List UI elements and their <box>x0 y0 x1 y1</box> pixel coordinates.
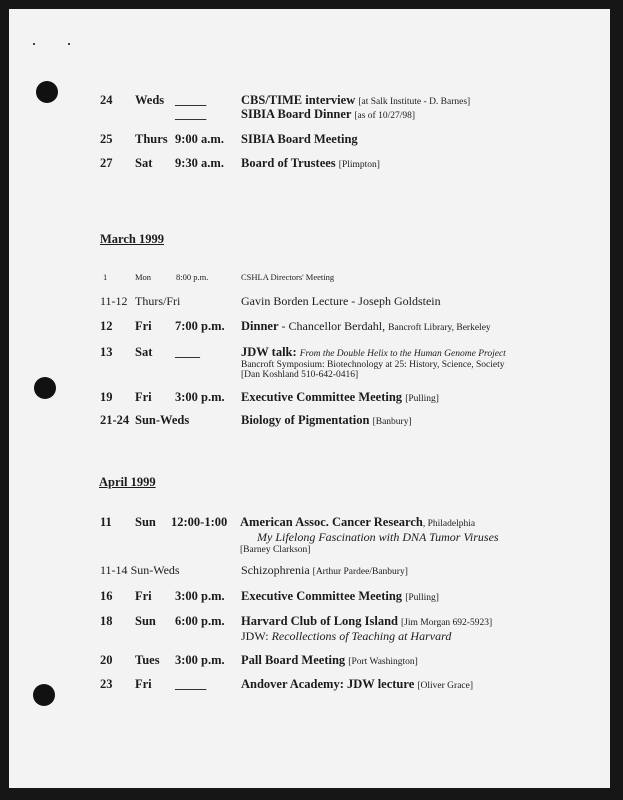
event-row: 27 Sat 9:30 a.m. Board of Trustees [Plimpton] <box>100 156 380 170</box>
event-row: 12 Fri 7:00 p.m. Dinner - Chancellor Berdahl, Bancroft Library, Berkeley <box>100 319 491 333</box>
speck <box>33 43 35 45</box>
event-row: 11-14 Sun-Weds Schizophrenia [Arthur Pardee/Banbury] <box>100 563 408 577</box>
event-row: _____ SIBIA Board Dinner [as of 10/27/98] <box>175 107 416 121</box>
event-row: 16 Fri 3:00 p.m. Executive Committee Meeting [Pulling] <box>100 589 439 603</box>
event-row: 24 Weds _____ CBS/TIME interview [at Salk Institute - D. Barnes] <box>100 93 471 107</box>
event-row: 21-24 Sun-Weds Biology of Pigmentation [Banbury] <box>100 413 412 427</box>
event-row: 25 Thurs 9:00 a.m. SIBIA Board Meeting <box>100 132 358 146</box>
event-row: 1 Mon 8:00 p.m. CSHLA Directors' Meeting <box>103 272 335 282</box>
speck <box>68 43 70 45</box>
event-row: 13 Sat ____ JDW talk: From the Double Helix to the Human Genome Project Bancroft Symposium: Biotechnology at 25: History, Science, Society [Dan Koshland 510-642-0416] <box>100 345 506 380</box>
event-row: 11 Sun 12:00-1:00 American Assoc. Cancer Research, Philadelphia My Lifelong Fascination with DNA Tumor Viruses [Barney Clarkson] <box>100 515 499 555</box>
event-row: 18 Sun 6:00 p.m. Harvard Club of Long Island [Jim Morgan 692-5923] JDW: Recollections of Teaching at Harvard <box>100 614 493 643</box>
document-page <box>9 9 610 788</box>
event-row: 11-12 Thurs/Fri Gavin Borden Lecture - Joseph Goldstein <box>100 294 441 308</box>
event-row: 20 Tues 3:00 p.m. Pall Board Meeting [Port Washington] <box>100 653 418 667</box>
event-row: 23 Fri _____ Andover Academy: JDW lecture [Oliver Grace] <box>100 677 474 691</box>
month-heading: March 1999 <box>100 232 164 246</box>
month-heading: April 1999 <box>99 475 156 489</box>
event-row: 19 Fri 3:00 p.m. Executive Committee Meeting [Pulling] <box>100 390 439 404</box>
